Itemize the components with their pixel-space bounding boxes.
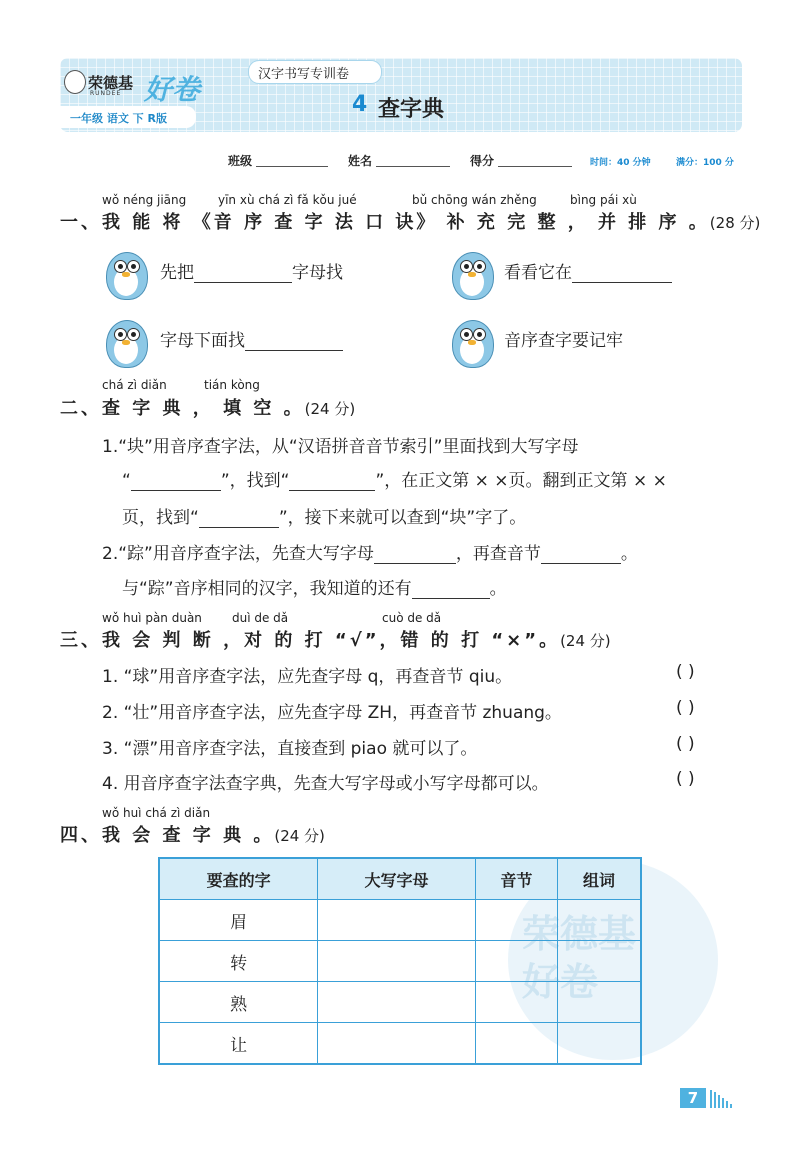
rhyme-blank-1[interactable] bbox=[194, 264, 292, 283]
section-4-title: 四、我 会 查 字 典 。 bbox=[60, 825, 275, 846]
section-1-score: (28 分) bbox=[709, 214, 761, 232]
judge-item: 2. “壮”用音序查字法，应先查字母 ZH，再查音节 zhuang。 bbox=[102, 703, 562, 723]
section-2-heading bbox=[60, 394, 355, 420]
penguin-icon bbox=[102, 246, 150, 300]
column-header: 音节 bbox=[475, 858, 557, 900]
rhyme-line-2: 看看它在 bbox=[504, 258, 672, 283]
judge-item: 1. “球”用音序查字法，应先查字母 q，再查音节 qiu。 bbox=[102, 667, 513, 687]
character-cell: 让 bbox=[159, 1023, 318, 1065]
time-limit: 时间：40 分钟 bbox=[590, 158, 651, 168]
brand-portrait-icon bbox=[64, 70, 86, 94]
blank-same-letter-chars[interactable] bbox=[412, 580, 490, 599]
pinyin: wǒ néng jiāng bbox=[102, 193, 187, 207]
score-label: 得分 bbox=[470, 154, 495, 168]
table-row bbox=[159, 900, 641, 941]
answer-cell[interactable] bbox=[318, 941, 476, 982]
brand-subtitle: RUNDEE bbox=[90, 90, 122, 97]
page-number: 7 bbox=[680, 1088, 706, 1108]
series-tag-label: 汉字书写专训卷 bbox=[258, 67, 350, 82]
answer-parens[interactable]: ( ) bbox=[676, 662, 695, 682]
unit-number: 4 bbox=[352, 92, 368, 117]
name-label: 姓名 bbox=[348, 154, 373, 168]
penguin-icon bbox=[448, 314, 496, 368]
brand-name: 荣德基 bbox=[88, 74, 134, 92]
rhyme-line-3: 字母下面找 bbox=[160, 326, 343, 351]
section-1-title: 一、我 能 将 《音 序 查 字 法 口 诀》 补 充 完 整 ， 并 排 序 。 bbox=[60, 212, 710, 233]
penguin-icon bbox=[102, 314, 150, 368]
full-score: 满分：100 分 bbox=[676, 158, 734, 168]
column-header: 要查的字 bbox=[159, 858, 318, 900]
section-1-heading bbox=[60, 208, 760, 234]
q2-1-line-2: “ ”，找到“ ”，在正文第 × ×页。翻到正文第 × × bbox=[122, 471, 667, 491]
answer-cell[interactable] bbox=[475, 900, 557, 941]
table-row bbox=[159, 941, 641, 982]
section-4-score: (24 分) bbox=[274, 827, 325, 845]
section-3-title: 三、我 会 判 断 ，对 的 打 “√”，错 的 打 “×”。 bbox=[60, 630, 561, 651]
q2-2-line-2: 与“踪”音序相同的汉字，我知道的还有 。 bbox=[122, 579, 507, 599]
answer-cell[interactable] bbox=[558, 982, 642, 1023]
page-title: 查字典 bbox=[378, 97, 445, 122]
rhyme-line-1: 先把 字母找 bbox=[160, 263, 343, 283]
answer-cell[interactable] bbox=[475, 982, 557, 1023]
score-field[interactable] bbox=[498, 166, 572, 167]
pinyin: tián kòng bbox=[204, 378, 260, 392]
blank-character[interactable] bbox=[199, 509, 279, 528]
answer-cell[interactable] bbox=[318, 982, 476, 1023]
grade-label: 一年级 语文 下 R版 bbox=[70, 112, 167, 125]
answer-cell[interactable] bbox=[475, 941, 557, 982]
table-row bbox=[159, 1023, 641, 1065]
dictionary-table bbox=[158, 857, 642, 1065]
answer-cell[interactable] bbox=[475, 1023, 557, 1065]
answer-cell[interactable] bbox=[318, 1023, 476, 1065]
rhyme-line-4: 音序查字要记牢 bbox=[504, 331, 623, 351]
blank-syllable[interactable] bbox=[289, 472, 375, 491]
answer-cell[interactable] bbox=[558, 900, 642, 941]
answer-parens[interactable]: ( ) bbox=[676, 698, 695, 718]
rhyme-blank-3[interactable] bbox=[245, 332, 343, 351]
penguin-icon bbox=[448, 246, 496, 300]
class-label: 班级 bbox=[228, 154, 253, 168]
section-2-score: (24 分) bbox=[304, 400, 356, 418]
pinyin: cuò de dǎ bbox=[382, 611, 442, 625]
section-3-score: (24 分) bbox=[560, 632, 611, 650]
answer-parens[interactable]: ( ) bbox=[676, 769, 695, 789]
blank-uppercase-letter[interactable] bbox=[131, 472, 221, 491]
pinyin: yīn xù chá zì fǎ kǒu jué bbox=[218, 193, 357, 207]
pinyin: bǔ chōng wán zhěng bbox=[412, 193, 537, 207]
character-cell: 眉 bbox=[159, 900, 318, 941]
character-cell: 熟 bbox=[159, 982, 318, 1023]
q2-1-line-3: 页，找到“ ”，接下来就可以查到“块”字了。 bbox=[122, 508, 527, 528]
page-bars-icon bbox=[710, 1088, 740, 1108]
pinyin: wǒ huì chá zì diǎn bbox=[102, 806, 211, 820]
rhyme-blank-2[interactable] bbox=[572, 264, 672, 283]
brand-logo: 好卷 bbox=[144, 73, 201, 106]
section-3-heading bbox=[60, 626, 611, 652]
section-4-heading bbox=[60, 821, 325, 847]
pinyin: chá zì diǎn bbox=[102, 378, 167, 392]
answer-cell[interactable] bbox=[558, 1023, 642, 1065]
column-header: 大写字母 bbox=[318, 858, 476, 900]
name-field[interactable] bbox=[376, 166, 450, 167]
blank-syllable-2[interactable] bbox=[541, 545, 621, 564]
judge-item: 4. 用音序查字法查字典，先查大写字母或小写字母都可以。 bbox=[102, 774, 549, 794]
q2-1-line-1: 1.“块”用音序查字法，从“汉语拼音音节索引”里面找到大写字母 bbox=[102, 437, 579, 457]
column-header: 组词 bbox=[558, 858, 642, 900]
table-header-row bbox=[159, 858, 641, 900]
pinyin: bìng pái xù bbox=[570, 193, 637, 207]
section-2-title: 二、查 字 典 ， 填 空 。 bbox=[60, 398, 305, 419]
character-cell: 转 bbox=[159, 941, 318, 982]
class-field[interactable] bbox=[256, 166, 328, 167]
watermark-text: 荣德基 好卷 bbox=[522, 912, 637, 1004]
blank-uppercase-letter-2[interactable] bbox=[374, 545, 456, 564]
table-row bbox=[159, 982, 641, 1023]
answer-cell[interactable] bbox=[558, 941, 642, 982]
answer-cell[interactable] bbox=[318, 900, 476, 941]
pinyin: duì de dǎ bbox=[232, 611, 289, 625]
pinyin: wǒ huì pàn duàn bbox=[102, 611, 202, 625]
answer-parens[interactable]: ( ) bbox=[676, 734, 695, 754]
judge-item: 3. “漂”用音序查字法，直接查到 piao 就可以了。 bbox=[102, 739, 478, 759]
q2-2-line-1: 2.“踪”用音序查字法，先查大写字母 ，再查音节 。 bbox=[102, 544, 638, 564]
